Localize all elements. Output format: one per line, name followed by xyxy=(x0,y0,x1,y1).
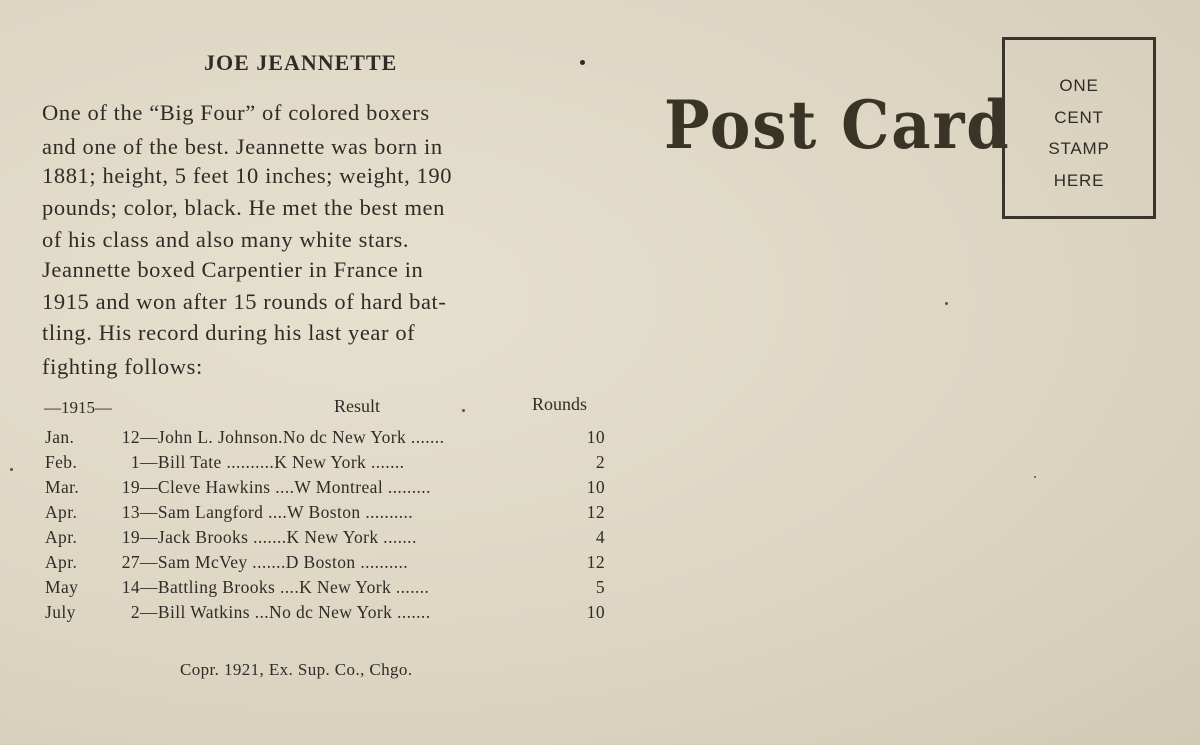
fight-details: —Sam Langford ....W Boston .......... xyxy=(140,502,414,522)
fight-rounds: 12 xyxy=(586,552,605,572)
fight-details: —Battling Brooks ....K New York ....... xyxy=(140,577,430,597)
rounds-column-header: Rounds xyxy=(532,394,588,414)
stamp-box-line: HERE xyxy=(1053,171,1105,190)
result-column-header: Result xyxy=(334,396,381,416)
fight-rounds: 10 xyxy=(586,602,605,622)
fight-details: —Bill Tate ..........K New York ....... xyxy=(140,452,405,472)
ink-speck xyxy=(10,468,13,471)
stamp-box xyxy=(1002,37,1156,219)
ink-speck xyxy=(1034,476,1036,478)
fight-day: 19 xyxy=(121,477,140,497)
fight-row xyxy=(45,602,605,626)
post-card-heading: Post Card xyxy=(664,86,1011,164)
fight-details: —Sam McVey .......D Boston .......... xyxy=(140,552,409,572)
ink-speck xyxy=(945,302,948,305)
copyright-notice: Copr. 1921, Ex. Sup. Co., Chgo. xyxy=(180,660,413,679)
fight-month: Apr. xyxy=(45,552,78,572)
fight-rounds: 10 xyxy=(586,477,605,497)
fight-day: 27 xyxy=(121,552,140,572)
fight-rounds: 2 xyxy=(595,452,605,472)
record-year-label: —1915— xyxy=(44,398,112,417)
fight-month: May xyxy=(45,577,79,597)
fight-day: 19 xyxy=(121,527,140,547)
bio-line: One of the “Big Four” of colored boxers xyxy=(42,100,430,125)
ink-speck xyxy=(462,409,465,412)
bio-line: of his class and also many white stars. xyxy=(42,227,410,252)
fight-rounds: 10 xyxy=(586,427,605,447)
fight-details: —Jack Brooks .......K New York ....... xyxy=(140,527,417,547)
fight-month: Apr. xyxy=(45,527,78,547)
fight-row xyxy=(45,502,605,526)
fight-row xyxy=(45,552,605,576)
bio-line: 1915 and won after 15 rounds of hard bat- xyxy=(42,289,447,314)
stamp-box-line: CENT xyxy=(1054,108,1104,127)
fight-row xyxy=(45,477,605,501)
fight-details: —John L. Johnson.No dc New York ....... xyxy=(140,427,445,447)
fight-month: July xyxy=(45,602,76,622)
fight-details: —Cleve Hawkins ....W Montreal ......... xyxy=(140,477,431,497)
bio-line: and one of the best. Jeannette was born in xyxy=(42,134,443,159)
bio-line: Jeannette boxed Carpentier in France in xyxy=(42,257,424,282)
fight-rounds: 5 xyxy=(595,577,605,597)
fight-details: —Bill Watkins ...No dc New York ....... xyxy=(140,602,431,622)
bio-line: 1881; height, 5 feet 10 inches; weight, 190 xyxy=(42,163,453,188)
page-title: JOE JEANNETTE xyxy=(204,50,398,75)
bio-line: fighting follows: xyxy=(42,354,203,379)
fight-day: 12 xyxy=(121,427,140,447)
fight-day: 13 xyxy=(121,502,140,522)
fight-month: Feb. xyxy=(45,452,78,472)
fight-rounds: 4 xyxy=(595,527,605,547)
stamp-box-line: STAMP xyxy=(1048,139,1110,158)
fight-row xyxy=(45,577,605,601)
stamp-box-line: ONE xyxy=(1059,76,1099,95)
fight-day: 14 xyxy=(121,577,140,597)
fight-month: Mar. xyxy=(45,477,80,497)
fight-rounds: 12 xyxy=(586,502,605,522)
fight-row xyxy=(45,527,605,551)
fight-month: Jan. xyxy=(45,427,75,447)
fight-month: Apr. xyxy=(45,502,78,522)
fight-day: 1 xyxy=(130,452,140,472)
fight-day: 2 xyxy=(130,602,140,622)
bio-line: tling. His record during his last year of xyxy=(42,320,416,345)
ink-speck xyxy=(580,60,585,65)
fight-row xyxy=(45,427,605,451)
bio-line: pounds; color, black. He met the best men xyxy=(42,195,445,220)
fight-row xyxy=(45,452,605,476)
